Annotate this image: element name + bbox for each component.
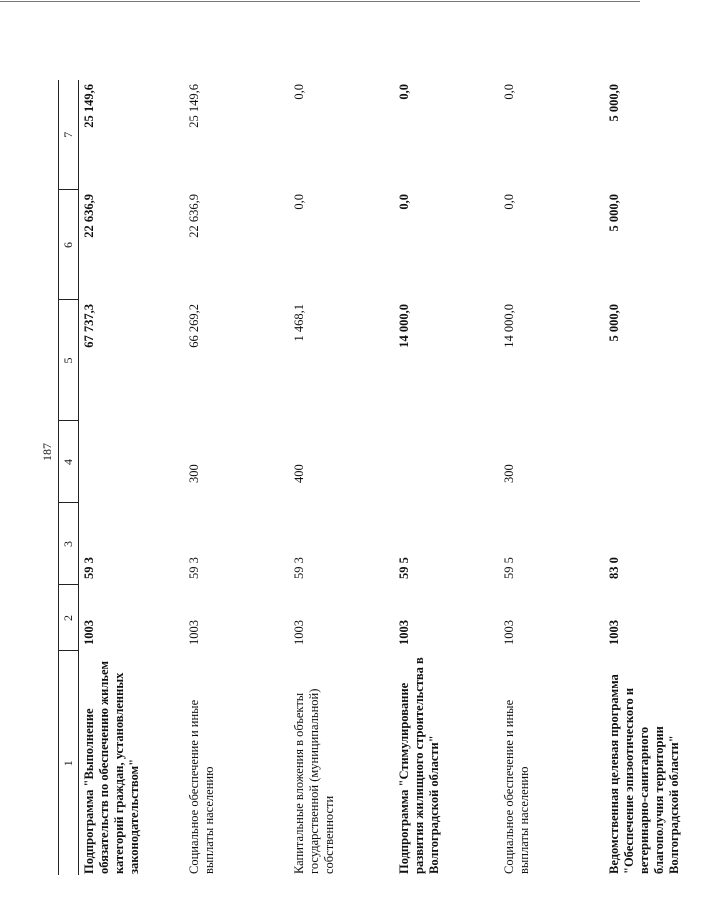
header-cell: 5 bbox=[59, 300, 79, 421]
expense-type-cell: 400 bbox=[292, 464, 306, 483]
amount-cell: 5 000,0 bbox=[607, 194, 621, 232]
amount-cell: 25 149,6 bbox=[187, 84, 201, 128]
expense-type-cell bbox=[604, 421, 709, 503]
expense-type-cell: 300 bbox=[187, 464, 201, 483]
row-name-cell: Социальное обеспечение и иные выплаты населению bbox=[502, 699, 531, 874]
header-cell: 6 bbox=[59, 190, 79, 300]
expense-type-cell bbox=[394, 421, 499, 503]
row-name-cell: Подпрограмма "Стимулирование развития жилищного строительства в Волгоградской области" bbox=[397, 657, 441, 874]
amount-cell: 5 000,0 bbox=[607, 304, 621, 342]
page-number: 187 bbox=[40, 443, 54, 461]
amount-cell: 1 468,1 bbox=[292, 304, 306, 342]
table-row bbox=[394, 80, 499, 875]
table-row bbox=[604, 80, 709, 875]
header-cell: 3 bbox=[59, 503, 79, 585]
target-article-cell: 59 3 bbox=[292, 557, 306, 579]
section-code-cell: 1003 bbox=[397, 620, 411, 645]
header-cell: 1 bbox=[59, 651, 79, 875]
table-row bbox=[289, 80, 394, 875]
header-cell: 2 bbox=[59, 585, 79, 651]
amount-cell: 0,0 bbox=[292, 194, 306, 210]
amount-cell: 25 149,6 bbox=[82, 84, 96, 128]
section-code-cell: 1003 bbox=[187, 620, 201, 645]
table-row bbox=[79, 80, 185, 875]
section-code-cell: 1003 bbox=[82, 620, 96, 645]
section-code-cell: 1003 bbox=[292, 620, 306, 645]
target-article-cell: 59 3 bbox=[187, 557, 201, 579]
expense-type-cell: 300 bbox=[502, 464, 516, 483]
amount-cell: 0,0 bbox=[397, 84, 411, 100]
amount-cell: 22 636,9 bbox=[187, 194, 201, 238]
amount-cell: 0,0 bbox=[292, 84, 306, 100]
section-code-cell: 1003 bbox=[607, 620, 621, 645]
amount-cell: 22 636,9 bbox=[82, 194, 96, 238]
row-name-cell: Капитальные вложения в объекты государственной (муниципальной) собственности bbox=[292, 688, 336, 874]
table-row bbox=[499, 80, 604, 875]
amount-cell: 66 269,2 bbox=[187, 304, 201, 348]
header-cell: 7 bbox=[59, 80, 79, 190]
target-article-cell: 59 3 bbox=[82, 557, 96, 579]
amount-cell: 0,0 bbox=[502, 84, 516, 100]
target-article-cell: 59 5 bbox=[502, 557, 516, 579]
row-name-cell: Ведомственная целевая программа "Обеспечение эпизоотического и ветеринарно-санитарного благополучия территории Волгоградской области" bbox=[607, 674, 681, 874]
target-article-cell: 83 0 bbox=[607, 557, 621, 579]
amount-cell: 67 737,3 bbox=[82, 304, 96, 348]
amount-cell: 14 000,0 bbox=[502, 304, 516, 348]
section-code-cell: 1003 bbox=[502, 620, 516, 645]
row-name-cell: Социальное обеспечение и иные выплаты населению bbox=[187, 699, 216, 874]
budget-table bbox=[58, 80, 709, 875]
target-article-cell: 59 5 bbox=[397, 557, 411, 579]
table-row bbox=[184, 80, 289, 875]
row-name-cell: Подпрограмма "Выполнение обязательств по обеспечению жильем категорий граждан, установленных законодательством" bbox=[82, 660, 141, 874]
amount-cell: 5 000,0 bbox=[607, 84, 621, 122]
header-row bbox=[59, 80, 79, 875]
expense-type-cell bbox=[79, 421, 185, 503]
amount-cell: 0,0 bbox=[502, 194, 516, 210]
amount-cell: 0,0 bbox=[397, 194, 411, 210]
header-cell: 4 bbox=[59, 421, 79, 503]
amount-cell: 14 000,0 bbox=[397, 304, 411, 348]
